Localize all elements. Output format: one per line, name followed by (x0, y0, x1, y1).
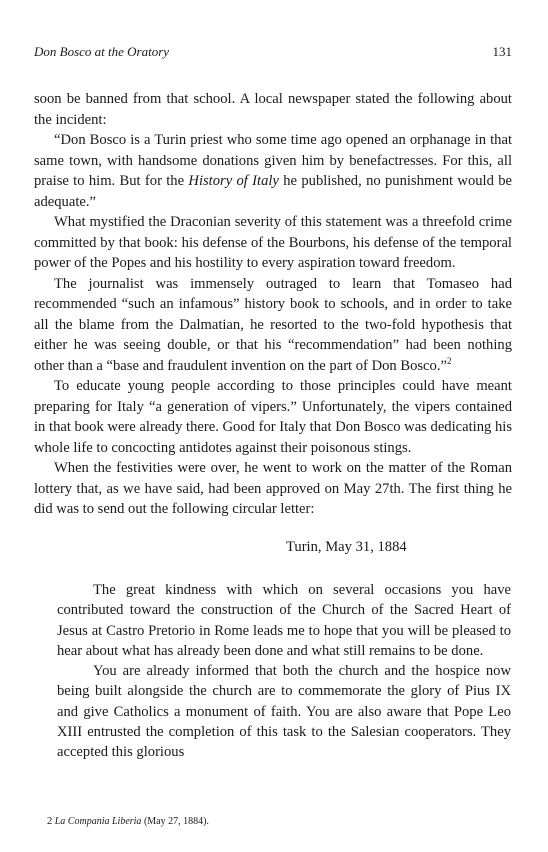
letter-paragraph: You are already informed that both the church and the hospice now being built alongside the church are to commemorate the glory of Pius IX and give Catholics a monument of faith. You are also aware that Pope Leo XIII entrusted the completion of this task to the Salesian cooperators. They accepted this glorious (57, 663, 511, 761)
paragraph (34, 274, 512, 377)
paragraph-quote (34, 130, 512, 212)
footnote (47, 816, 209, 828)
paragraph: What mystified the Draconian severity of this statement was a threefold crime committed by that book: his defense of the Bourbons, his defense of the temporal power of the Popes and his hostility to every aspiration toward freedom. (34, 214, 512, 271)
quote-text: “Don Bosco is a Turin priest who some time ago opened an orphanage in that same town, with handsome donations given him by benefactresses. For this, all praise to him. But for the (34, 132, 512, 189)
footnote-ref: 2 (446, 355, 452, 366)
quote-text-end: he published, no punishment would be adequate.” (34, 173, 512, 210)
body-text (34, 89, 512, 520)
book-title: History of Italy (188, 173, 279, 189)
letter-dateline: Turin, May 31, 1884 (286, 539, 407, 555)
paragraph: soon be banned from that school. A local newspaper stated the following about the incident: (34, 91, 512, 128)
footnote-date: (May 27, 1884). (143, 816, 209, 827)
footnote-source: La Compania Liberia (54, 816, 142, 827)
footnote-number: 2 (47, 816, 53, 827)
paragraph: To educate young people according to those principles could have meant preparing for Italy “a generation of vipers.” Unfortunately, the vipers contained in that book were already there. Good for Italy that Don Bosco was dedicating his whole life to concocting antidotes against their poisonous stings. (34, 378, 512, 456)
paragraph: When the festivities were over, he went to work on the matter of the Roman lottery that, as we have said, had been approved on May 27th. The first thing he did was to send out the following circular letter: (34, 460, 512, 517)
paragraph-text: The journalist was immensely outraged to learn that Tomaseo had recommended “such an infamous” history book to schools, and in order to take all the blame from the Dalmatian, he resorted to the two-fold hypothesis that either he was seeing double, or that his “recommendation” had been nothing other than a “base and fraudulent invention on the part of Don Bosco.” (34, 275, 512, 374)
letter-paragraph: The great kindness with which on several occasions you have contributed toward the construction of the Church of the Sacred Heart of Jesus at Castro Pretorio in Rome leads me to hope that you will be pleased to hear about what has already been done and what still remains to be done. (57, 582, 511, 659)
circular-letter (57, 580, 511, 763)
running-title: Don Bosco at the Oratory (34, 44, 170, 59)
page-number: 131 (492, 44, 512, 59)
